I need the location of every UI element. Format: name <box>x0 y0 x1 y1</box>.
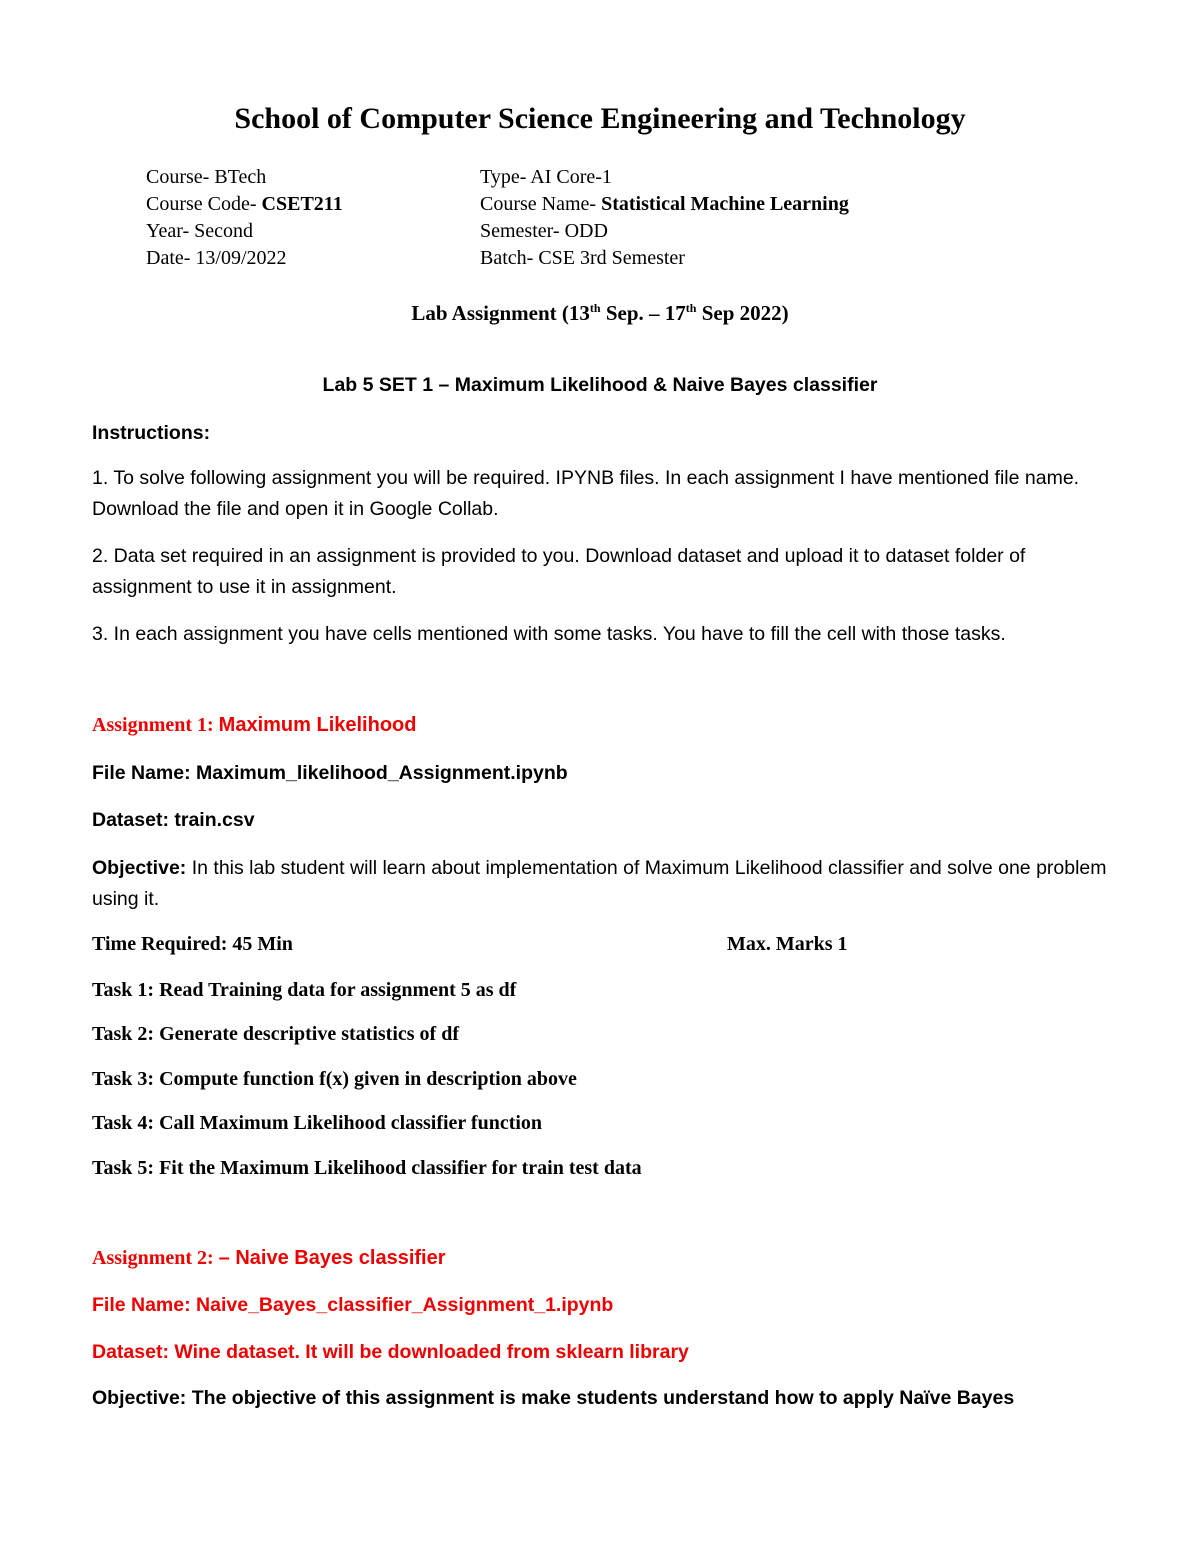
assignment-2-heading-prefix: Assignment 2: <box>92 1247 219 1269</box>
batch-value: CSE 3rd Semester <box>538 247 685 269</box>
course-name-field <box>480 193 849 216</box>
task-4: Task 4: Call Maximum Likelihood classifier function <box>92 1112 543 1134</box>
lab-dates-suffix: Sep 2022) <box>696 301 789 325</box>
semester-field <box>480 220 608 243</box>
lab-title: Lab 5 SET 1 – Maximum Likelihood & Naive Bayes classifier <box>322 374 878 396</box>
type-label: Type- <box>480 166 531 188</box>
objective-label: Objective: <box>92 857 187 879</box>
objective-label-2: Objective: <box>92 1387 187 1409</box>
assignment-2-dataset: Dataset: Wine dataset. It will be downloaded from sklearn library <box>92 1341 689 1363</box>
lab-assignment-dates <box>0 301 1200 326</box>
assignment-2-objective <box>92 1387 1014 1410</box>
assignment-1-objective <box>92 853 1122 915</box>
assignment-2-heading-title: – Naive Bayes classifier <box>218 1247 446 1269</box>
instruction-item-2: 2. Data set required in an assignment is provided to you. Download dataset and upload it to dataset folder of assignment to use it in assignment. <box>92 545 1026 598</box>
assignment-1-heading <box>92 714 416 737</box>
page-title: School of Computer Science Engineering and Technology <box>234 102 966 135</box>
course-value: BTech <box>214 166 267 188</box>
course-name-value: Statistical Machine Learning <box>601 193 849 215</box>
assignment-1-heading-title: Maximum Likelihood <box>218 714 417 736</box>
lab-dates-middle: Sep. – 17 <box>600 301 686 325</box>
date-value: 13/09/2022 <box>195 247 287 269</box>
max-marks: Max. Marks 1 <box>727 933 848 955</box>
task-2: Task 2: Generate descriptive statistics of df <box>92 1023 459 1045</box>
assignment-2-heading <box>92 1247 446 1270</box>
course-label: Course- <box>146 166 215 188</box>
course-code-value: CSET211 <box>261 193 343 215</box>
semester-value: ODD <box>564 220 608 242</box>
course-code-label: Course Code- <box>146 193 262 215</box>
assignment-1-heading-prefix: Assignment 1: <box>92 714 219 736</box>
time-required: Time Required: 45 Min <box>92 933 293 955</box>
year-label: Year- <box>146 220 195 242</box>
type-value: AI Core-1 <box>530 166 612 188</box>
semester-label: Semester- <box>480 220 565 242</box>
lab-dates-prefix: Lab Assignment (13 <box>411 301 590 325</box>
lab-dates-sup-1: th <box>589 301 601 315</box>
year-field <box>146 220 253 243</box>
batch-label: Batch- <box>480 247 539 269</box>
course-field <box>146 166 266 189</box>
course-code-field <box>146 193 343 216</box>
year-value: Second <box>194 220 254 242</box>
task-5: Task 5: Fit the Maximum Likelihood classifier for train test data <box>92 1157 642 1179</box>
instruction-item-1: 1. To solve following assignment you will be required. IPYNB files. In each assignment I have mentioned file name. Download the file and open it in Google Collab. <box>92 467 1080 520</box>
date-field <box>146 247 287 270</box>
instructions-heading: Instructions: <box>92 422 211 444</box>
instruction-item-3: 3. In each assignment you have cells mentioned with some tasks. You have to fill the cell with those tasks. <box>92 623 1006 645</box>
lab-dates-sup-2: th <box>685 301 697 315</box>
type-field <box>480 166 612 189</box>
objective-text: In this lab student will learn about implementation of Maximum Likelihood classifier and solve one problem using it. <box>92 857 1107 910</box>
assignment-2-file-name: File Name: Naive_Bayes_classifier_Assignment_1.ipynb <box>92 1294 614 1316</box>
batch-field <box>480 247 685 270</box>
task-3: Task 3: Compute function f(x) given in description above <box>92 1068 577 1090</box>
objective-text-2: The objective of this assignment is make students understand how to apply Naïve Bayes <box>186 1387 1015 1409</box>
assignment-1-file-name: File Name: Maximum_likelihood_Assignment.ipynb <box>92 762 568 784</box>
date-label: Date- <box>146 247 196 269</box>
course-name-label: Course Name- <box>480 193 602 215</box>
task-1: Task 1: Read Training data for assignment 5 as df <box>92 979 517 1001</box>
assignment-1-dataset: Dataset: train.csv <box>92 809 255 831</box>
